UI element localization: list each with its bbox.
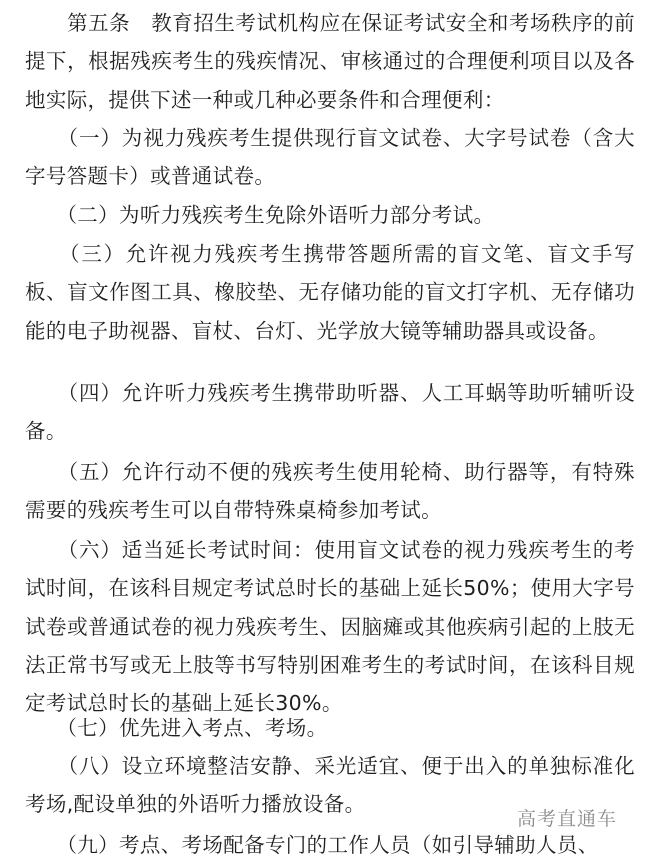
- watermark-text: 高考直通车: [517, 804, 617, 831]
- item-eight: （八）设立环境整洁安静、采光适宜、便于出入的单独标准化考场,配设单独的外语听力播放设备。: [25, 754, 635, 817]
- item-seven: （七）优先进入考点、考场。: [25, 716, 328, 740]
- item-four: （四）允许听力残疾考生携带助听器、人工耳蜗等助听辅听设备。: [25, 381, 635, 444]
- item-one: （一）为视力残疾考生提供现行盲文试卷、大字号试卷（含大字号答题卡）或普通试卷。: [25, 126, 635, 189]
- item-three: （三）允许视力残疾考生携带答题所需的盲文笔、盲文手写板、盲文作图工具、橡胶垫、无存储功能的盲文打字机、无存储功能的电子助视器、盲杖、台灯、光学放大镜等辅助器具或设备。: [25, 242, 635, 343]
- item-two: （二）为听力残疾考生免除外语听力部分考试。: [25, 203, 495, 227]
- item-five: （五）允许行动不便的残疾考生使用轮椅、助行器等，有特殊需要的残疾考生可以自带特殊桌椅参加考试。: [25, 460, 635, 523]
- item-nine: （九）考点、考场配备专门的工作人员（如引导辅助人员、: [25, 833, 599, 857]
- article-five-intro: 第五条 教育招生考试机构应在保证考试安全和考场秩序的前提下，根据残疾考生的残疾情况、审核通过的合理便利项目以及各地实际，提供下述一种或几种必要条件和合理便利：: [25, 11, 635, 112]
- item-six: （六）适当延长考试时间：使用盲文试卷的视力残疾考生的考试时间，在该科目规定考试总时长的基础上延长50%；使用大字号试卷或普通试卷的视力残疾考生、因脑瘫或其他疾病引起的上肢无法正常书写或无上肢等书写特别困难考生的考试时间，在该科目规定考试总时长的基础上延长30%。: [25, 538, 636, 716]
